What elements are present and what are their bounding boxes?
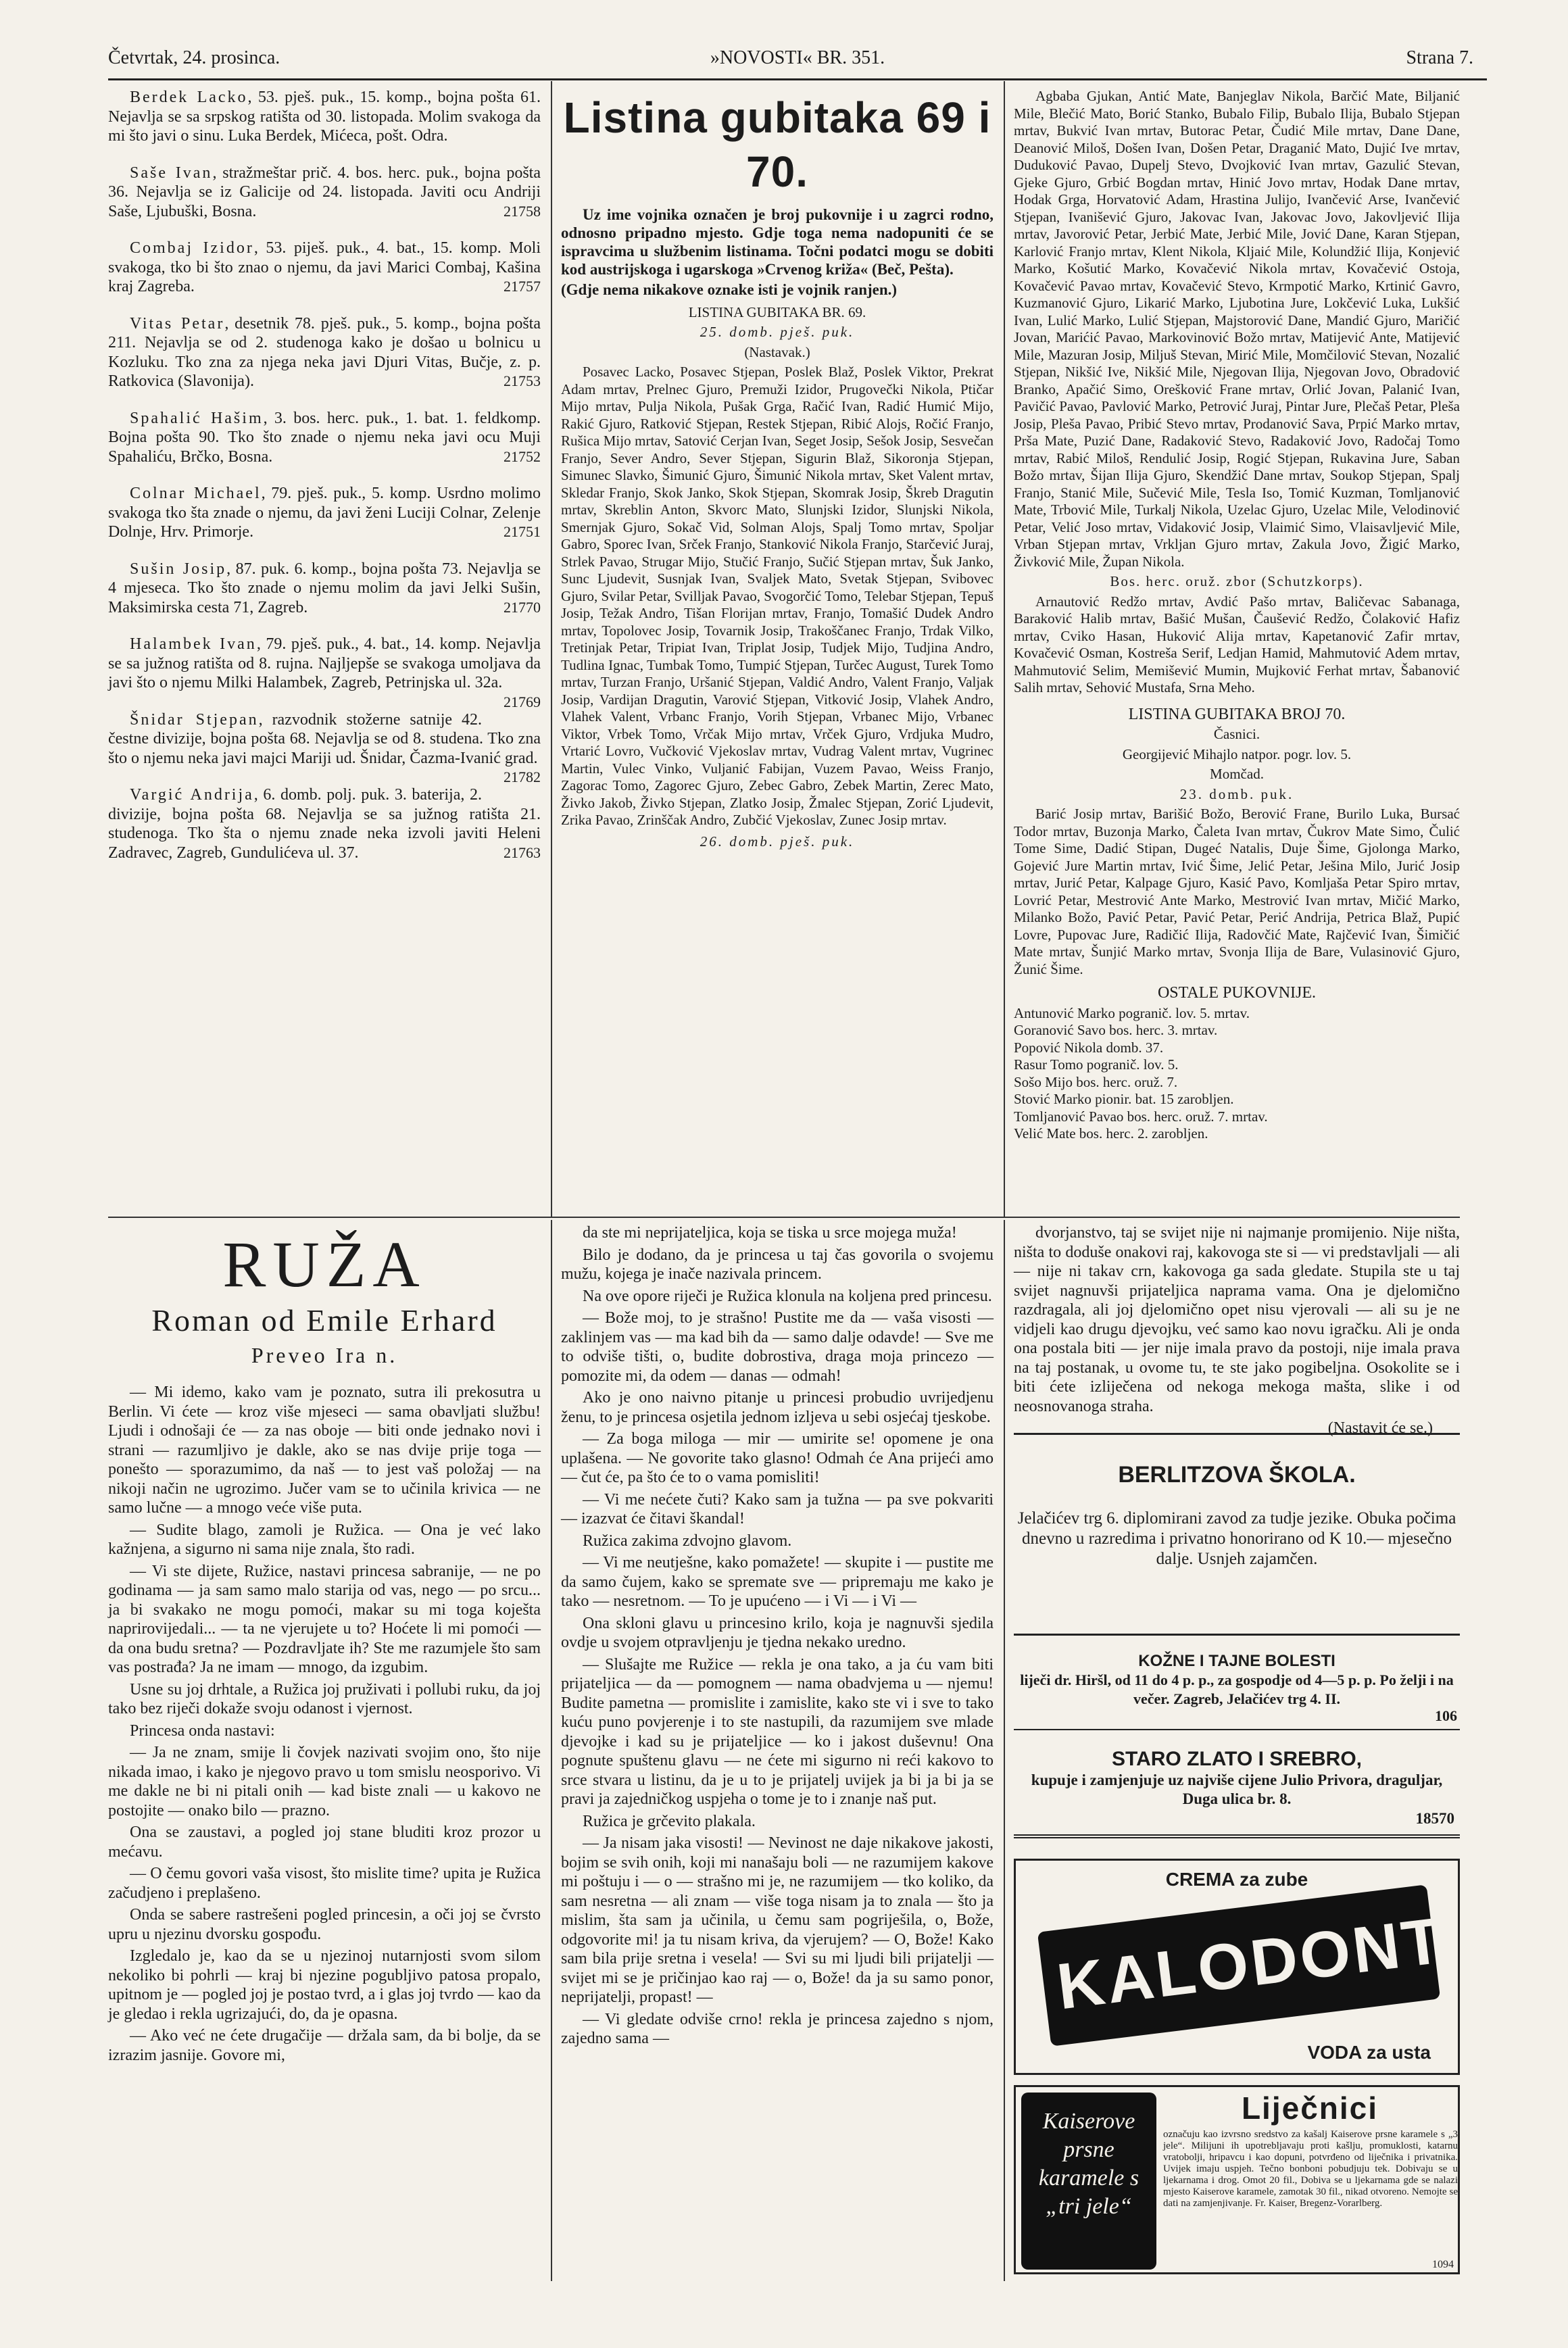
other-regiment-entry: Goranović Savo bos. herc. 3. mrtav. bbox=[1014, 1022, 1218, 1038]
serial-paragraph: — Za boga miloga — mir — umirite se! opomene je ona uplašena. — Ne govorite tako glasno! Odmah će Ana prijeći amo — čut će, pa što će to o vama pomisliti! bbox=[561, 1430, 994, 1486]
serial-paragraph: — Mi idemo, kako vam je poznato, sutra ili prekosutra u Berlin. Vi ćete — kroz više mjeseci — sama obavljati službu! Ljudi i odnošaji će — za nas oboje — biti onde jednako novi i strani — razumljivo je dakle, ako se nas dvije prije toga — ponešto — sporazumimo, da naš — to jest vaš položaj — na nikoji način ne ugrozimo. Jučer vam se to učinila krivica — ne samo lučne — a mnogo veće više puta. bbox=[108, 1384, 541, 1517]
continuation-note: (Nastavak.) bbox=[744, 343, 810, 360]
notice-text: , razvodnik stožerne satnije 42. čestne divizije, bojna pošta 68. Nejavlja se od 8. studena. Tko zna što o njemu neka javi majci Mariji ud. Šnidar, Čazma-Ivanić grad. bbox=[108, 710, 541, 767]
officers-names: Georgijević Mihajlo natpor. pogr. lov. 5. bbox=[1122, 745, 1352, 762]
serial-paragraph: — Vi me nećete čuti? Kako sam ja tužna — pa sve pokvariti — izazvat će čitavi škandal! bbox=[561, 1490, 994, 1527]
serial-paragraph: Ako je ono naivno pitanje u princesi probudio uvrijedjenu ženu, to je princesa osjetila jednom izljeva u sebi osjećaj tjeskobe. bbox=[561, 1389, 994, 1426]
serial-paragraph: Ona se zaustavi, a pogled joj stane bluditi kroz prozor u mećavu. bbox=[108, 1824, 541, 1861]
gold-silver-ad bbox=[1014, 1744, 1460, 1838]
missing-notice bbox=[108, 710, 541, 785]
serial-paragraph: — Slušajte me Ružice — rekla je ona tako, a ja ću vam biti prijateljica — da — pomognem — nama obadvjema u — njemu! Budite pametna — promislite i zamislite, kako ste vi i sve to tako kuću puno povjerenje i to ste nastupili, da razumijem sve mlade djevojke i kad su je prijateljice — ko i jakost duševnu! Ona pognute spuštenu glavu — ne ćete mi sigurno ni reći kakovo to srce stvara u listinu, da je u to je prijatelj uvijek ja bi ja bi ja se pravi ja zajedničkog uspjeha o tome je to i znanje naš put. bbox=[561, 1655, 994, 1808]
berlitz-ad bbox=[1014, 1433, 1460, 1636]
soldier-name: Spahalić Hašim bbox=[130, 409, 264, 427]
section-schutzkorps: Bos. herc. oruž. zbor (Schutzkorps). bbox=[1110, 573, 1364, 589]
serial-paragraph: — Ako već ne ćete drugačije — držala sam, da bi bolje, da se izrazim jasnije. Govore mi, bbox=[108, 2027, 541, 2064]
newspaper-title: »NOVOSTI« BR. 351. bbox=[710, 47, 885, 68]
officers-heading: Časnici. bbox=[1213, 726, 1260, 742]
serial-translator: Preveo Ira n. bbox=[251, 1343, 398, 1367]
other-regiment-entry: Popović Nikola domb. 37. bbox=[1014, 1039, 1164, 1056]
notice-code: 21769 bbox=[504, 693, 541, 710]
casualty-list-title: Listina gubitaka 69 i 70. bbox=[563, 93, 991, 196]
serial-paragraph: — O čemu govori vaša visost, što mislite time? upita je Ružica začudjeno i preplašeno. bbox=[108, 1865, 541, 1902]
serial-paragraph: — Ja ne znam, smije li čovjek nazivati svojim ono, što nije nikada imao, i kako je njegovo pravo u tom smislu neosporivo. Vi me dakle ne bi ni pitali onih — kad biste znali — u kakovo ne postojite — onako bilo — prazno. bbox=[108, 1744, 541, 1819]
section-23-domb: 23. domb. puk. bbox=[1179, 785, 1294, 802]
column-divider bbox=[1004, 81, 1005, 1217]
missing-notice bbox=[108, 560, 541, 618]
notice-text: , desetnik 78. pješ. puk., 5. komp., bojna pošta 211. Nejavlja se od 2. studenoga kako je došao u bolnicu u Kozluku. Tko zna za njega neka javi Djuri Vitas, Bučje, z. p. Ratkovica (Slavonija). bbox=[108, 314, 541, 390]
kaiser-title: Liječnici bbox=[1241, 2090, 1379, 2126]
gold-silver-title: STARO ZLATO I SREBRO, bbox=[1111, 1748, 1362, 1770]
missing-notice bbox=[108, 164, 541, 222]
serial-paragraph: Izgledalo je, kao da se u njezinoj nutarnjosti svom silom nekoliko bi pohrli — kraj bi njezine pogubljivo patosa propalo, upitnom je — pogled joj je postao tvrd, a i glas joj tvrdo — kao da je gledao i rekla ugrizajući, do, da je opasna. bbox=[108, 1947, 541, 2023]
kalodont-ad bbox=[1014, 1859, 1460, 2075]
other-regiment-entry: Stović Marko pionir. bat. 15 zarobljen. bbox=[1014, 1091, 1234, 1107]
other-regiment-entry: Sošo Mijo bos. herc. oruž. 7. bbox=[1014, 1073, 1178, 1090]
missing-notice bbox=[108, 239, 541, 297]
soldier-name: Saše Ivan bbox=[130, 164, 213, 182]
gold-silver-code: 18570 bbox=[1415, 1810, 1454, 1827]
notice-text: , stražmeštar prič. 4. bos. herc. puk., bojna pošta 36. Nejavlja se iz Galicije od 24. listopada. Javiti ocu Andriji Saše, Ljubuški, Bosna. bbox=[108, 164, 541, 220]
horizontal-divider bbox=[108, 1217, 1460, 1218]
list-70-title: LISTINA GUBITAKA BROJ 70. bbox=[1128, 705, 1346, 723]
notice-code: 21770 bbox=[504, 598, 541, 616]
notice-code: 21752 bbox=[504, 447, 541, 465]
serial-column-1 bbox=[108, 1223, 541, 2278]
column-divider bbox=[551, 81, 552, 1217]
notice-text: , 53. piješ. puk., 4. bat., 15. komp. Moli svakoga, tko bi što znao o njemu, da javi Marici Combaj, Kašina kraj Zagreba. bbox=[108, 239, 541, 295]
section-26-domb: 26. domb. pješ. puk. bbox=[700, 833, 855, 850]
column-divider bbox=[551, 1220, 552, 2281]
notice-text: , 79. pješ. puk., 5. komp. Usrdno molimo svakoga tko šta znade o njemu, da javi ženi Luciji Colnar, Zelenje Dolnje, Hrv. Primorje. bbox=[108, 485, 541, 541]
page-number: Strana 7. bbox=[1406, 47, 1473, 68]
issue-date: Četvrtak, 24. prosinca. bbox=[108, 47, 280, 68]
missing-notices-column bbox=[108, 88, 541, 1213]
berlitz-title: BERLITZOVA ŠKOLA. bbox=[1118, 1462, 1356, 1488]
notice-text: , 53. pješ. puk., 15. komp., bojna pošta 61. Nejavlja se sa srpskog ratišta od 30. listopada. Molim svakoga da mi što javi o sinu. Luka Berdek, Mićeca, pošt. Odra. bbox=[108, 89, 541, 145]
soldier-name: Colnar Michael bbox=[130, 485, 262, 502]
kalodont-brand: KALODONT bbox=[1053, 1904, 1449, 2024]
skin-disease-ad bbox=[1014, 1649, 1460, 1730]
serial-paragraph: Na ove opore riječi je Ružica klonula na koljena pred princesu. bbox=[583, 1287, 992, 1305]
missing-notice bbox=[108, 785, 541, 862]
soldier-name: Sušin Josip bbox=[130, 560, 227, 578]
other-regiments-heading: OSTALE PUKOVNIJE. bbox=[1157, 984, 1317, 1002]
gold-silver-text: kupuje i zamjenjuje uz najviše cijene Julio Privora, draguljar, Duga ulica br. 8. bbox=[1031, 1771, 1443, 1807]
soldier-name: Halambek Ivan bbox=[130, 635, 257, 653]
serial-paragraph: da ste mi neprijateljica, koja se tiska u srce mojega muža! bbox=[583, 1224, 957, 1242]
kaiser-caramel-ad bbox=[1014, 2085, 1460, 2274]
missing-notice bbox=[108, 635, 541, 710]
kaiser-box-label: Kaiserove prsne karamele s „tri jele“ bbox=[1038, 2109, 1140, 2219]
list-69-title: LISTINA GUBITAKA BR. 69. bbox=[688, 303, 866, 320]
casualty-names-26: Agbaba Gjukan, Antić Mate, Banjeglav Nikola, Barčić Mate, Biljanić Mile, Blečić Mato, Borić Stanko, Bubalo Filip, Bubalo Ilija, Bubalo Stjepan mrtav, Bukvić Ivan mrtav, Butorac Petar, Čudić Mile mrtav, Dane Dane, Deanović Miloš, Došen Ivan, Došen Petar, Draganić Mato, Dujić Ive mrtav, Duduković Pavao, Dupelj Stevo, Dvojković Ivan mrtav, Gazulić Stevan, Gjeke Gjuro, Grbić Bogdan mrtav, Hinić Jovo mrtav, Hodak Dane mrtav, Hodak Grga, Horvatović Adam, Hrastina Julijo, Ivančević Arse, Ivančević Stjepan, Ivanišević Gjuro, Jakovac Ivan, Jakovac Jovo, Jakovljević Ilija mrtav, Javorović Petar, Jerbić Mate, Jerbić Mile, Jović Dane, Karan Stjepan, Karlović Franjo mrtav, Klent Nikola, Kljaić Mile, Kolundžić Ilija, Konjević Marko, Košutić Marko, Kovačević Nikola mrtav, Kovačević Ostoja, Kovačević Pavao mrtav, Kovačević Stevo, Krmpotić Marko, Krtinić Gavro, Kuzmanović Gjuro, Likarić Marko, Ljubotina Jure, Lokčević Luka, Lukšić Ivan, Lulić Marko, Lulić Stjepan, Majstorović Dane, Mandić Gjuro, Maričić Jovan, Marićić Pavao, Markovinović Božo mrtav, Matijević Ante, Matijević Mile, Mazuran Josip, Miljuš Stevan, Mirić Mile, Momčilović Stevan, Nozalić Stjepan, Nikšić Ive, Nikšić Mile, Njegovan Ilija, Njegovan Jovo, Obradović Branko, Apačić Simo, Orešković Frane mrtav, Orlić Jovan, Palanić Ivan, Pavičić Pavao, Pavlović Marko, Petrović Juraj, Pintar Jure, Plečaš Petar, Pleša Josip, Pleša Pavao, Pribić Stevo mrtav, Prodanović Sava, Prpić Marko mrtav, Prša Mate, Puzić Dane, Radaković Stevo, Radaković Jovo, Radočaj Tomo mrtav, Rabić Miloš, Rendulić Josip, Rogić Stjepan, Rukavina Jure, Saban Božo mrtav, Šijan Ilija Gjuro, Skendžić Dane mrtav, Soukop Stjepan, Spalj Franjo, Stanić Mile, Sučević Mile, Tesla Iso, Tomić Kuzman, Tomljanović Mate, Trbović Mile, Turkalj Nikola, Uzelac Gjuro, Uzelac Mile, Velodinović Petar, Velić Joso mrtav, Vidaković Josip, Vlaimić Simo, Vlaisavljević Mile, Vrban Stjepan mrtav, Vrkljan Gjuro mrtav, Zakula Jovo, Žigić Marko, Živković Mile, Župan Nikola. bbox=[1014, 88, 1460, 570]
notice-code: 21753 bbox=[504, 372, 541, 389]
serial-title: RUŽA bbox=[222, 1228, 426, 1300]
other-regiments-list bbox=[1014, 1005, 1460, 1143]
soldier-name: Šnidar Stjepan bbox=[130, 710, 259, 729]
soldier-name: Vargić Andrija bbox=[130, 786, 254, 804]
casualty-note: (Gdje nema nikakove oznake isti je vojnik ranjen.) bbox=[561, 281, 898, 298]
notice-text: , 87. puk. 6. komp., bojna pošta 73. Nejavlja se 4 mjeseca. Tko što znade o njemu molim da javi Jelki Sušin, Maksimirska cesta 71, Zagreb. bbox=[108, 560, 541, 616]
skin-disease-title: KOŽNE I TAJNE BOLESTI bbox=[1138, 1652, 1336, 1670]
serial-paragraph: (Nastavit će se.) bbox=[1327, 1419, 1433, 1437]
soldier-name: Combaj Izidor bbox=[130, 239, 254, 257]
soldier-name: Berdek Lacko bbox=[130, 89, 248, 106]
other-regiment-entry: Velić Mate bos. herc. 2. zarobljen. bbox=[1014, 1125, 1208, 1142]
other-regiment-entry: Antunović Marko pogranič. lov. 5. mrtav. bbox=[1014, 1004, 1250, 1021]
notice-code: 21782 bbox=[504, 768, 541, 785]
serial-text-a bbox=[108, 1383, 541, 2065]
kaiser-text: označuju kao izvrsno sredstvo za kašalj Kaiserove prsne karamele s „3 jele“. Milijuni ih upotrebljavaju proti kašlju, promuklosti, katarnu vratobolji, hripavcu i kao dopuni, potvrđeno od liječnika i privatnika. Uvijek imaju uspjeh. Tečno bonboni pobudjuju tek. Dobivaju se u ljekarnama i drog. Omot 20 fil., Dobiva se u lјekarnama gde se nalazi mjesto Kaiserove karamele, zamotak 30 fil., nikad otvoreno. Nemojte se dati na zamjenjivanje. Fr. Kaiser, Bregenz-Vorarlberg. bbox=[1163, 2129, 1458, 2209]
serial-paragraph: Ružica zakima zdvojno glavom. bbox=[583, 1532, 792, 1550]
serial-paragraph: — Ja nisam jaka visosti! — Nevinost ne daje nikakove jakosti, bojim se svih onih, koji mi nanašaju boli — ne razumijem kakove mi poštuju i — o — strašno mi je, ne razumijem — tko koliko, da sam nesretna — ali znam — više toga nisam ja to znala — što ja mislim, šta sam ja učinila, u čemu sam pogriješila, o, Bože, odgovorite mi! ja tu nisam kriva, da vjerujem? — O, Bože! Kako sam bila prije sretna i vesela! — Svi su mi ljudi bili prijatelji — svijet mi se je pričinjao kao raj — o, Bože! da ja su samo ponor, neprijatelji, propast! — bbox=[561, 1834, 994, 2006]
notice-code: 21763 bbox=[504, 843, 541, 861]
soldier-name: Vitas Petar bbox=[130, 314, 225, 333]
notice-text: , 79. pješ. puk., 4. bat., 14. komp. Nejavlja se sa južnog ratišta od 8. rujna. Najljepše se svakoga umoljava da javi što o njemu Milki Halambek, Zagreb, Petrinjska ul. 32a. bbox=[108, 635, 541, 691]
notice-text: , 3. bos. herc. puk., 1. bat. 1. feldkomp. Bojna pošta 90. Tko što znade o njemu neka javi ocu Muji Spahaliću, Brčko, Bosna. bbox=[108, 409, 541, 466]
casualty-list-column bbox=[561, 88, 994, 1213]
notice-code: 21758 bbox=[504, 202, 541, 220]
serial-paragraph: — Bože moj, to je strašno! Pustite me da — vaša visosti — zaklinjem vas — ma kad bih da — samo dalje odavde! — Sve me to odviše tišti, o, budite dobrostiva, draga moja princezo — pomozite mi, da odem — danas — odmah! bbox=[561, 1309, 994, 1385]
serial-paragraph: Ona skloni glavu u princesino krilo, koja je nagnuvši sjedila ovdje u svojem otpravljenju je tjedna nekako uredno. bbox=[561, 1614, 994, 1651]
serial-paragraph: — Vi me neutješne, kako pomažete! — skupite i — pustite me da samo čujem, kako se spremate sve — pripremaju me kako je tako — nesretnom. — To je upućeno — i Vi — i Vi — bbox=[561, 1554, 994, 1610]
serial-paragraph: — Sudite blago, zamoli je Ružica. — Ona je već lako kažnjena, a sigurno ni sama nije znala, što radi. bbox=[108, 1521, 541, 1558]
column-divider bbox=[1004, 1220, 1005, 2281]
berlitz-text: Jelačićev trg 6. diplomirani zavod za tudje jezike. Obuka počima dnevno u razredima i privatno honorirano od K 10.— mjesečno dalje. Usnjeh zajamčen. bbox=[1017, 1509, 1456, 1568]
section-25-domb: 25. domb. pješ. puk. bbox=[700, 324, 855, 340]
casualty-names-25: Posavec Lacko, Posavec Stjepan, Poslek Blaž, Poslek Viktor, Prekrat Adam mrtav, Prelnec Gjuro, Premuži Izidor, Prugovečki Nikola, Ptičar Mijo mrtav, Pulja Nikola, Pušak Grga, Račić Ivan, Radić Humić Mijo, Rakić Gjuro, Ratković Stjepan, Restek Stjepan, Ribić Alojs, Ročić Franjo, Rušica Mijo mrtav, Satović Cerjan Ivan, Seget Josip, Sešok Josip, Sesvečan Franjo, Sever Andro, Sever Stjepan, Sigurin Blaž, Sikoronja Stjepan, Simunec Slavko, Šimunić Gjuro, Šimunić Nikola mrtav, Sket Valent mrtav, Skledar Franjo, Skok Janko, Skok Stjepan, Skomrak Josip, Škreb Dragutin mrtav, Skreblin Anton, Skvorc Mato, Slunjski Izidor, Slunjski Nikola, Smernjak Gjuro, Sokač Vid, Solman Alojs, Spalj Tomo mrtav, Spoljar Gabro, Sporec Ivan, Srček Franjo, Stanković Nikola Franjo, Starčević Juraj, Strlek Pavao, Strugar Mijo, Stučić Franjo, Sučić Stjepan mrtav, Šuk Janko, Sunc Ljudevit, Susnjak Ivan, Svaljek Mato, Svetak Stjepan, Svibovec Gjuro, Svilar Petar, Svilljak Pavao, Svogorčić Tomo, Telebar Stjepan, Tepuš Josip, Težak Andro, Tišan Florijan mrtav, Franjo, Tomašić Dudek Andro mrtav, Topolovec Josip, Tovarnik Josip, Trakoščanec Franjo, Trdak Vilko, Tretinjak Petar, Tripiat Ivan, Triplat Josip, Tudjek Mijo, Tudjina Andro, Tudlina Ignac, Tumbak Tomo, Tumpić Stjepan, Turčec August, Turek Tomo mrtav, Turzan Franjo, Uršanić Stjepan, Valdić Andro, Valent Franjo, Valjak Josip, Vardijan Dragutin, Varović Stjepan, Vitković Josip, Vlahek Andro, Vlahek Valent, Vrbanc Franjo, Vorih Stjepan, Vrbanec Mijo, Vrbanec Viktor, Vrbek Tomo, Vrčak Mijo mrtav, Vrček Gjuro, Vrdjuka Mudro, Vrtarić Lovro, Vučković Vjekoslav mrtav, Vudrag Valent mrtav, Vugrinec Martin, Vulec Vinko, Vuljanić Fabijan, Vuzem Pavao, Weiss Franjo, Zagorac Tomo, Zagorec Gjuro, Zebec Gabro, Zebek Martin, Zerec Mato, Živko Jakob, Živko Stjepan, Zlatko Josip, Žmalec Stjepan, Zorić Ljudevit, Zrika Pavao, Zrinščak Andro, Zubčić Vjekoslav, Zunec Josip mrtav. bbox=[561, 364, 994, 828]
kaiser-code: 1094 bbox=[1432, 2259, 1454, 2270]
missing-notice bbox=[108, 88, 541, 146]
missing-notice bbox=[108, 484, 541, 542]
skin-disease-code: 106 bbox=[1435, 1707, 1457, 1724]
casualty-list-column-2 bbox=[1014, 88, 1460, 1213]
serial-paragraph: Onda se sabere rastrešeni pogled princesin, a oči joj se čvrsto upru u njezinu dvorsku gospođu. bbox=[108, 1906, 541, 1943]
casualty-names-23: Barić Josip mrtav, Barišić Božo, Berović Frane, Burilo Luka, Bursać Todor mrtav, Buzonja Marko, Čaleta Ivan mrtav, Čukrov Mate Simo, Čulić Tome Sime, Dadić Stipan, Dugeć Natalis, Duje Šime, Gjolonga Marko, Gojević Jure Martin mrtav, Ivić Šime, Jelić Petar, Ješina Milo, Jurić Josip mrtav, Jurić Petar, Kalpage Gjuro, Kasić Pavo, Komljaša Petar Spiro mrtav, Lovrić Petar, Mestrović Ante Marko, Mestrović Ivan mrtav, Mičić Marko, Milanko Božo, Pavić Petar, Pavić Petar, Perić Andrija, Petrica Blaž, Pupić Lovre, Pupovac Jure, Radičić Ilija, Radovčić Mate, Rajčević Ivan, Šimičić Mate mrtav, Šunjić Marko mrtav, Svonja Ilija de Bare, Vulasinović Gjuro, Žunić Šime. bbox=[1014, 806, 1460, 977]
kalodont-top-label: CREMA za zube bbox=[1165, 1869, 1308, 1890]
serial-paragraph: Usne su joj drhtale, a Ružica joj pruživati i pollubi ruku, da joj tako bez riječi dokaže svoju odanost i vjernost. bbox=[108, 1680, 541, 1717]
serial-subtitle: Roman od Emile Erhard bbox=[151, 1303, 497, 1338]
serial-paragraph: Princesa onda nastavi: bbox=[130, 1721, 275, 1740]
skin-disease-text: liječi dr. Hiršl, od 11 do 4 p. p., za gospodje od 4—5 p. p. Po želji i na večer. Zagreb, Jelačićev trg 4. II. bbox=[1020, 1671, 1454, 1707]
missing-notice bbox=[108, 409, 541, 467]
serial-paragraph: Ružica je grčevito plakala. bbox=[583, 1812, 756, 1830]
notice-text: , 6. domb. polj. puk. 3. baterija, 2. divizije, bojna pošta 68. Nejavlja se sa južnog ratišta 21. studenoga. Tko šta o njemu znade neka izvoli javiti Heleni Zadravec, Zagreb, Gundulićeva ul. 37. bbox=[108, 786, 541, 862]
serial-paragraph: — Vi gledate odviše crno! rekla je princesa zajedno s njom, zajedno sama — bbox=[561, 2010, 994, 2047]
serial-column-3 bbox=[1014, 1223, 1460, 1437]
crew-heading: Momčad. bbox=[1210, 766, 1264, 782]
serial-paragraph: Bilo je dodano, da je princesa u taj čas govorila o svojemu mužu, kojega je inače nazivala princem. bbox=[561, 1246, 994, 1283]
serial-paragraph: — Vi ste dijete, Ružice, nastavi princesa sabranije, — ne po godinama — ja sam samo malo starija od vas, nego — po srcu... ja bi svakako ne mogu pomoći, makar su mi toga koješta naprirovijedali... — ta ne vjerujete u to? Hoćete li mi pomoći — da ona budu sretna? — Pozdravljate ih? Ste me razumjele što sam vas postrađa? Ja ne imam — mnogo, da izgubim. bbox=[108, 1562, 541, 1676]
casualty-intro: Uz ime vojnika označen je broj pukovnije i u zagrci rodno, odnosno pripadno mjesto. Gdje toga nema nadopuniti će se ispravcima u službenim listinama. Točni podatci mogu se dobiti kod austrijskoga i ugarskoga »Crvenog križa« (Beč, Pešta). bbox=[561, 206, 994, 278]
serial-column-2 bbox=[561, 1223, 994, 2278]
casualty-names-schutzkorps: Arnautović Redžo mrtav, Avdić Pašo mrtav, Baličevac Sabanaga, Baraković Halib mrtav, Bašić Mušan, Čaušević Redžo, Čolaković Hafiz mrtav, Cviko Hasan, Huković Alija mrtav, Kapetanović Zafir mrtav, Kovačević Osman, Kostreša Serif, Ledjan Hamid, Mahmutović Adem mrtav, Mahmutović Selim, Memišević Mumin, Mujković Ferhat mrtav, Šabanović Salih mrtav, Sehović Mustafa, Srna Meho. bbox=[1014, 593, 1460, 695]
notice-code: 21757 bbox=[504, 278, 541, 295]
page-header bbox=[108, 43, 1487, 80]
kalodont-bottom-label: VODA za usta bbox=[1307, 2042, 1431, 2063]
notice-code: 21751 bbox=[504, 523, 541, 540]
other-regiment-entry: Tomljanović Pavao bos. herc. oruž. 7. mrtav. bbox=[1014, 1108, 1268, 1125]
other-regiment-entry: Rasur Tomo pogranič. lov. 5. bbox=[1014, 1056, 1179, 1073]
serial-paragraph: dvorjanstvo, taj se svijet nije ni najmanje promijenio. Nije ništa, ništa to doduše onakovi raj, kakovoga ste si — vi predstavljali — ali — nije ni takav crn, kakovoga ga sada gledate. Stupila ste u taj svijet nagnuvši prijateljica naprama vama. Ona je djelomično razdragala, ali joj djelomično opet nisu vjerovali — ali su je ne vidjeli kao drugu djevojku, već samo kao novu igračku. Ali je onda ona postala biti — jer nije imala pravo da postoji, nije imala prava na taj postanak, u ovome tu, te ste jako pogibeljna. Osokolite se i biti ćete izliječena od nekoga mekoga mašta, slike i od neosnovanoga straha. bbox=[1014, 1224, 1460, 1415]
missing-notice bbox=[108, 314, 541, 391]
